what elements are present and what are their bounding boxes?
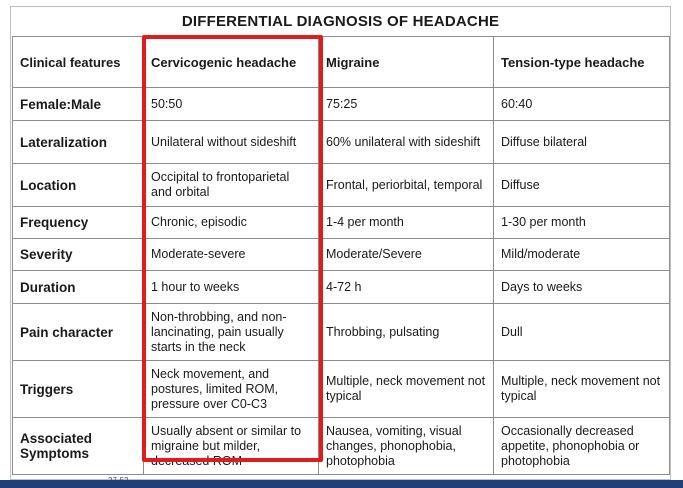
table-row [13, 361, 670, 418]
table-row [13, 239, 670, 271]
feature-cell: Pain character [13, 304, 144, 361]
table-row [13, 304, 670, 361]
feature-cell: Female:Male [13, 88, 144, 121]
table-row [13, 121, 670, 164]
tension-cell: Days to weeks [494, 271, 670, 304]
cervicogenic-cell: Unilateral without sideshift [144, 121, 319, 164]
migraine-cell: Throbbing, pulsating [319, 304, 494, 361]
tension-cell: Multiple, neck movement not typical [494, 361, 670, 418]
feature-cell: Severity [13, 239, 144, 271]
migraine-cell: Frontal, periorbital, temporal [319, 164, 494, 207]
feature-cell: Triggers [13, 361, 144, 418]
migraine-cell: Multiple, neck movement not typical [319, 361, 494, 418]
header-clinical-features: Clinical features [13, 37, 144, 88]
tension-cell: Diffuse [494, 164, 670, 207]
cervicogenic-cell: Non-throbbing, and non-lancinating, pain usually starts in the neck [144, 304, 319, 361]
header-row [13, 37, 670, 88]
cervicogenic-cell: Chronic, episodic [144, 207, 319, 239]
cervicogenic-cell: Moderate-severe [144, 239, 319, 271]
feature-cell: Lateralization [13, 121, 144, 164]
table-row [13, 88, 670, 121]
migraine-cell: 75:25 [319, 88, 494, 121]
tension-cell: Occasionally decreased appetite, phonophobia or photophobia [494, 418, 670, 475]
differential-diagnosis-table [12, 36, 670, 475]
tension-cell: 60:40 [494, 88, 670, 121]
migraine-cell: 60% unilateral with sideshift [319, 121, 494, 164]
header-cervicogenic: Cervicogenic headache [144, 37, 319, 88]
tension-cell: Mild/moderate [494, 239, 670, 271]
migraine-cell: 1-4 per month [319, 207, 494, 239]
table-row [13, 207, 670, 239]
migraine-cell: 4-72 h [319, 271, 494, 304]
table-title: DIFFERENTIAL DIAGNOSIS OF HEADACHE [181, 12, 500, 30]
cervicogenic-cell: Occipital to frontoparietal and orbital [144, 164, 319, 207]
cervicogenic-cell: 50:50 [144, 88, 319, 121]
feature-cell: Associated Symptoms [13, 418, 144, 475]
cervicogenic-cell: 1 hour to weeks [144, 271, 319, 304]
migraine-cell: Moderate/Severe [319, 239, 494, 271]
feature-cell: Location [13, 164, 144, 207]
table-row [13, 418, 670, 475]
tension-cell: Dull [494, 304, 670, 361]
cervicogenic-cell: Usually absent or similar to migraine but milder, decreased ROM [144, 418, 319, 475]
table-row [13, 271, 670, 304]
table-row [13, 164, 670, 207]
header-tension-type: Tension-type headache [494, 37, 670, 88]
tension-cell: Diffuse bilateral [494, 121, 670, 164]
feature-cell: Frequency [13, 207, 144, 239]
footer-bar [0, 480, 683, 488]
cervicogenic-cell: Neck movement, and postures, limited ROM, pressure over C0-C3 [144, 361, 319, 418]
header-migraine: Migraine [319, 37, 494, 88]
migraine-cell: Nausea, vomiting, visual changes, phonophobia, photophobia [319, 418, 494, 475]
tension-cell: 1-30 per month [494, 207, 670, 239]
feature-cell: Duration [13, 271, 144, 304]
